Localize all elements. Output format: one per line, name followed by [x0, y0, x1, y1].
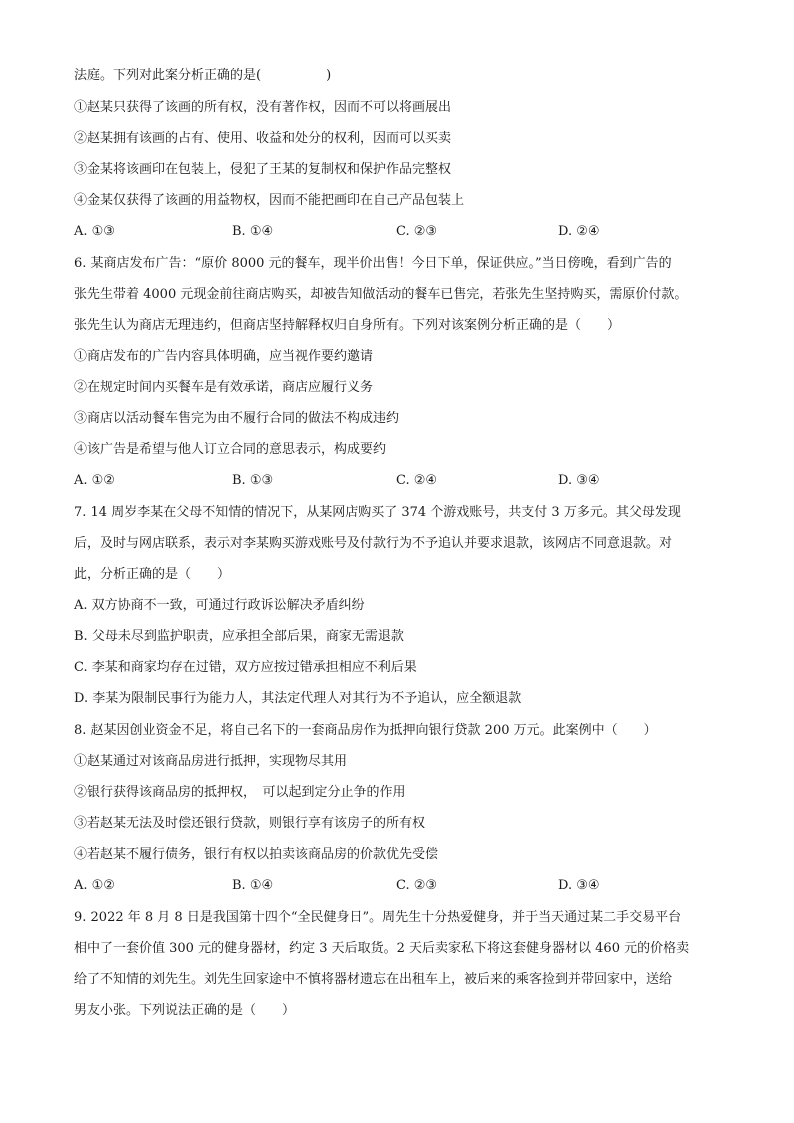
q8-option-c: C. ②③ [396, 878, 438, 893]
q6-options [74, 471, 734, 491]
q6-item-1: ①商店发布的广告内容具体明确，应当视作要约邀请 [74, 349, 374, 364]
q6-item-2: ②在规定时间内买餐车是有效承诺，商店应履行义务 [74, 380, 374, 395]
q5-item-2: ②赵某拥有该画的占有、使用、收益和处分的权利，因而可以买卖 [74, 131, 452, 146]
q8-option-a: A. ①② [74, 878, 115, 893]
q8-item-4: ④若赵某不履行债务，银行有权以拍卖该商品房的价款优先受偿 [74, 847, 439, 862]
q6-option-c: C. ②④ [396, 473, 438, 488]
q6-item-4: ④该广告是希望与他人订立合同的意思表示，构成要约 [74, 442, 387, 457]
q7-option-c: C. 李某和商家均存在过错，双方应按过错承担相应不利后果 [74, 660, 417, 675]
q8-options [74, 876, 734, 896]
q5-item-4: ④金某仅获得了该画的用益物权，因而不能把画印在自己产品包装上 [74, 193, 465, 208]
q9-stem-line-4: 男友小张。下列说法正确的是（ ） [74, 1003, 296, 1018]
q6-option-d: D. ③④ [558, 473, 600, 488]
q9-stem-line-1: 9. 2022 年 8 月 8 日是我国第十四个“全民健身日”。周先生十分热爱健身，并于当天通过某二手交易平台 [74, 910, 682, 925]
q8-item-1: ①赵某通过对该商品房进行抵押，实现物尽其用 [74, 754, 348, 769]
q5-item-1: ①赵某只获得了该画的所有权，没有著作权，因而不可以将画展出 [74, 100, 452, 115]
q8-item-3: ③若赵某无法及时偿还银行贷款，则银行享有该房子的所有权 [74, 816, 426, 831]
q6-option-a: A. ①② [74, 473, 115, 488]
q7-stem-line-3: 此，分析正确的是（ ） [74, 567, 231, 582]
q5-stem-tail: 法庭。下列对此案分析正确的是( ) [74, 68, 332, 83]
q6-stem-line-1: 6. 某商店发布广告：“原价 8000 元的餐车，现半价出售！今日下单，保证供应。”当日傍晚，看到广告的 [74, 256, 672, 271]
q7-option-a: A. 双方协商不一致，可通过行政诉讼解决矛盾纠纷 [74, 598, 365, 613]
q6-stem-line-3: 张先生认为商店无理违约，但商店坚持解释权归自身所有。下列对该案例分析正确的是（ ） [74, 318, 621, 333]
q8-item-2: ②银行获得该商品房的抵押权， 可以起到定分止争的作用 [74, 785, 406, 800]
q5-item-3: ③金某将该画印在包装上，侵犯了王某的复制权和保护作品完整权 [74, 162, 452, 177]
q7-option-d: D. 李某为限制民事行为能力人，其法定代理人对其行为不予追认，应全额退款 [74, 691, 522, 706]
q8-option-b: B. ①④ [232, 878, 274, 893]
q6-stem-line-2: 张先生带着 4000 元现金前往商店购买，却被告知做活动的餐车已售完，若张先生坚持购买，需原价付款。 [74, 287, 688, 302]
q5-option-d: D. ②④ [558, 224, 600, 239]
q8-stem: 8. 赵某因创业资金不足，将自己名下的一套商品房作为抵押向银行贷款 200 万元。此案例中（ ） [74, 723, 657, 738]
q5-option-a: A. ①③ [74, 224, 115, 239]
q7-stem-line-2: 后，及时与网店联系，表示对李某购买游戏账号及付款行为不予追认并要求退款，该网店不同意退款。对 [74, 536, 673, 551]
q6-option-b: B. ①③ [232, 473, 274, 488]
q6-item-3: ③商店以活动餐车售完为由不履行合同的做法不构成违约 [74, 411, 400, 426]
q8-option-d: D. ③④ [558, 878, 600, 893]
q5-option-c: C. ②③ [396, 224, 438, 239]
q7-stem-line-1: 7. 14 周岁李某在父母不知情的情况下，从某网店购买了 374 个游戏账号，共支付 3 万多元。其父母发现 [74, 505, 681, 520]
q9-stem-line-3: 给了不知情的刘先生。刘先生回家途中不慎将器材遗忘在出租车上，被后来的乘客捡到并带回家中，送给 [74, 972, 673, 987]
q5-options [74, 222, 734, 242]
q9-stem-line-2: 相中了一套价值 300 元的健身器材，约定 3 天后取货。2 天后卖家私下将这套健身器材以 460 元的价格卖 [74, 941, 690, 956]
q7-option-b: B. 父母未尽到监护职责，应承担全部后果，商家无需退款 [74, 629, 404, 644]
q5-option-b: B. ①④ [232, 224, 274, 239]
